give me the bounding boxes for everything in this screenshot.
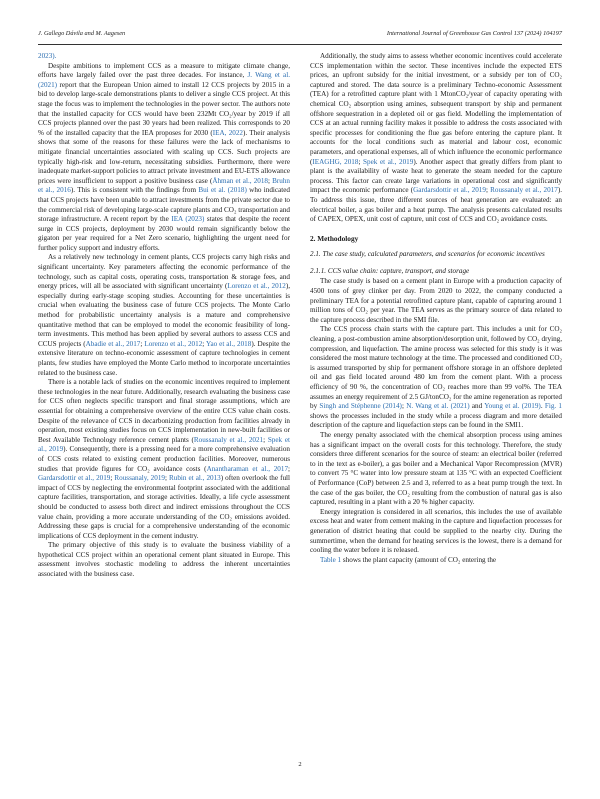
- citation-link[interactable]: Bui et al. (2018): [198, 186, 247, 195]
- paragraph-text: There is a notable lack of studies on the economic incentives required to implement these technologies in the near future. Additionally, research evaluating the business case for CCS often neglects specific transport and final storage assumptions, which are essential for obtaining a comprehensive overview of the entire CCS value chain costs. Despite of the relevance of CCS in decarbonizing production from facilities already in operation, most existing studies focus on CCS implementation in new-built facilities or Best Available Technology reference cement plants (: [38, 378, 290, 444]
- paragraph: [310, 556, 562, 566]
- paragraph-text: ;: [164, 474, 169, 483]
- paragraph: [310, 431, 562, 508]
- paragraph-text: ;: [401, 402, 407, 411]
- citation-link[interactable]: Spek et al., 2019: [363, 157, 414, 166]
- citation-link[interactable]: Bruhn et al., 2016: [38, 176, 290, 195]
- paragraph-text: As a relatively new technology in cement plants, CCS projects carry high risks and significant uncertainty. Key parameters affecting the economic performance of the technology, such as capital costs, operating costs, transportation & storage fees, and energy prices, will all be associated with significant uncertainty (: [38, 253, 290, 291]
- paragraph-text: Despite ambitions to implement CCS as a measure to mitigate climate change, efforts have largely failed over the past three decades. For instance,: [38, 61, 290, 80]
- citation-link[interactable]: Spek et al., 2019: [38, 435, 290, 454]
- citation-link[interactable]: Yao et al., 2018: [206, 339, 252, 348]
- paragraph-text: ). Despite the extensive literature on techno-economic assessment of capture technologies in cement plants, few studies have employed the Monte Carlo method to incorporate uncertainties related to the business case.: [38, 339, 290, 377]
- citation-link[interactable]: 2023).: [38, 52, 57, 60]
- paragraph-text: ) often overlook the full impact of CCS by neglecting the environmental footprint associated with the additional capture facilities, transportation, and storage activities. Ideally, a life cycle assessment should be conducted to assess both direct and indirect emissions throughout the CCS value chain, providing a more accurate understanding of the CO₂ emissions avoided. Addressing these gaps is crucial for a comprehensive understanding of the economic implications of CCS deployment in the cement industry.: [38, 474, 290, 540]
- paragraph-text: and: [469, 402, 485, 411]
- paragraph-text: shows the processes included in the study while a process diagram and more detailed description of the capture and liquefaction steps can be found in the SMI1.: [310, 411, 562, 430]
- citation-link[interactable]: Gardarsdottir et al., 2019: [38, 474, 111, 483]
- header-authors: J. Gallego Dávila and M. Aagesen: [38, 30, 126, 37]
- paragraph-text: shows the plant capacity (amount of CO₂ entering the: [341, 555, 497, 564]
- paragraph-text: ), especially during early-stage scoping studies. Accounting for these uncertainties is crucial when evaluating the business case of future CCS projects. The Monte Carlo method for probabilistic uncertainty analysis is a mature and comprehensive quantitative method that can be employed to model the economic feasibility of long-term investments. This method has been applied by several authors to assess CCS and CCUS projects (: [38, 282, 290, 348]
- paragraph: [38, 378, 290, 541]
- paragraph-text: ;: [358, 157, 364, 166]
- left-column: [38, 52, 290, 580]
- citation-link[interactable]: N. Wang et al. (2021): [406, 402, 470, 411]
- running-header: [38, 30, 562, 42]
- paragraph-text: ;: [263, 435, 268, 444]
- citation-link[interactable]: J. Wang et al. (2021): [38, 71, 290, 89]
- paragraph: [310, 52, 562, 225]
- paragraph-text: ;: [110, 474, 115, 483]
- citation-link[interactable]: Fig. 1: [544, 402, 562, 411]
- paragraph-text: ;: [202, 339, 206, 348]
- paragraph-text: ;: [140, 339, 145, 348]
- paragraph: [310, 325, 562, 431]
- page-number: 2: [298, 761, 302, 768]
- paragraph: [38, 52, 290, 62]
- citation-link[interactable]: IEA, 2022: [212, 128, 243, 137]
- paragraph: [38, 253, 290, 378]
- citation-link[interactable]: Anantharaman et al., 2017: [206, 464, 289, 473]
- citation-link[interactable]: IEA (2023): [171, 215, 205, 224]
- citation-link[interactable]: Roussanaly, 2019: [114, 474, 165, 483]
- paragraph-text: ;: [485, 186, 491, 195]
- citation-link[interactable]: Singh and Stéphenne (2014): [319, 402, 402, 411]
- paragraph-text: ). Their analysis shows that some of the reasons for these failures were the lack of mechanisms to mitigate financial uncertainties associated with scaling up CCS. Such projects are typically high-risk and low-return, necessitating subsidies. Furthermore, there were inadequate market-support policies to attract private investment and EU-ETS allowance prices were insufficient to support a positive business case (: [38, 128, 291, 185]
- paragraph-text: The CCS process chain starts with the capture part. This includes a unit for CO₂ cleaning, a post-combustion amine absorption/desorption unit, followed by CO₂ drying, compression, and liquefaction. The amine process was selected for this study is it was considered the most mature technology at the time. The processed and conditioned CO₂ is assumed transported by ship for permanent offshore storage in an offshore depleted oil and gas field located around 480 km from the cement plant. With a process efficiency of 90 %, the concentration of CO₂ reaches more than 99 vol%. The TEA assumes an energy requirement of 2.5 GJ/tonCO₂ for the amine regeneration as reported by: [310, 325, 563, 411]
- paragraph: [310, 508, 562, 556]
- paragraph-text: who indicated that CCS projects have been unable to attract investments from the private sector due to the commercial risk of developing large-scale capture plants and CO₂ transportation and storage infrastructure. A recent report by the: [38, 186, 290, 224]
- paragraph-text: ;: [288, 464, 290, 473]
- subsection-heading: 2.1. The case study, calculated parameters, and scenarios for economic incentives: [310, 250, 545, 259]
- right-column: [310, 52, 562, 565]
- citation-link[interactable]: IEAGHG, 2018: [312, 157, 359, 166]
- paragraph: [38, 62, 290, 254]
- paragraph: [310, 277, 562, 325]
- paragraph-text: ). Another aspect that greatly differs from plant to plant is the availability of waste heat to generate the steam needed for the capture process. This factor can create large variations in operational cost and significantly impact the economic performance (: [310, 157, 562, 195]
- citation-link[interactable]: Roussanaly et al., 2017: [490, 186, 558, 195]
- paragraph-text: ;: [267, 176, 273, 185]
- paragraph-text: ). This is consistent with the findings from: [70, 186, 199, 195]
- citation-link[interactable]: Lorenzo et al., 2012: [144, 339, 203, 348]
- subsubsection-heading: 2.1.1. CCS value chain: capture, transport, and storage: [310, 266, 470, 275]
- header-journal: International Journal of Greenhouse Gas Control 137 (2024) 104197: [386, 30, 562, 37]
- citation-link[interactable]: Abadie et al., 2017: [85, 339, 141, 348]
- paragraph: [38, 541, 290, 579]
- header-divider: [38, 44, 562, 45]
- citation-link[interactable]: Lorenzo et al., 2012: [227, 282, 286, 291]
- citation-link[interactable]: Young et al. (2019): [484, 402, 541, 411]
- section-heading: 2. Methodology: [310, 233, 359, 243]
- paragraph-text: The energy penalty associated with the chemical absorption process using amines has a significant impact on the overall costs for this technology. Therefore, the study considers three different scenarios for the source of steam: an electrical boiler (referred to in the text as e-boiler), a gas boiler and a Mechanical Vapor Recompression (MVR) to convert 75 °C water into low pressure steam at 135 °C with an expected Coefficient of Performance (CoP) between 2.5 and 3, referred to as a heat pump trough the text. In the case of the gas boiler, the CO₂ resulting from the combustion of natural gas is also captured, resulting in a plant with a 20 % higher capacity.: [310, 430, 562, 507]
- paragraph-text: states that despite the recent surge in CCS projects, deployment by 2030 would remain significantly below the gigaton per year required for a Net Zero scenario, highlighting the urgent need for further policy support and industry efforts.: [38, 215, 291, 252]
- paragraph-text: ). To address this issue, three different sources of heat generation are evaluated: an electrical boiler, a gas boiler and a heat pump. The analysis presents calculated results of CAPEX, OPEX, unit cost of capture, unit cost of CCS and CO₂ avoidance costs.: [310, 186, 562, 224]
- citation-link[interactable]: Roussanaly et al., 2021: [193, 435, 264, 444]
- citation-link[interactable]: Gardarsdottir et al., 2019: [413, 186, 486, 195]
- paragraph-text: The primary objective of this study is to evaluate the business viability of a hypothetical CCS project within an operational cement plant situated in Europe. This assessment involves stochastic modeling to address the inherent uncertainties associated with the business case.: [38, 541, 290, 579]
- paragraph-text: The case study is based on a cement plant in Europe with a production capacity of 4500 tons of grey clinker per day. From 2020 to 2022, the company conducted a preliminary TEA for a potential retrofitted capture plant, capable of capturing around 1 million tons of CO₂ per year. The TEA serves as the primary source of data related to the capture process described in the SMI file.: [310, 277, 562, 324]
- paragraph-text: Energy integration is considered in all scenarios, this includes the use of available excess heat and water from cement making in the capture and liquefaction processes for generation of district heating that could be supplied to the nearby city. During the summertime, when the demand for heating services is the lowest, there is a demand for cooling the water before it is released.: [310, 507, 562, 555]
- paragraph-text: report that the European Union aimed to install 12 CCS projects by 2015 in a bid to develop large-scale demonstrations plants to deliver a single CCS project. At this stage the focus was to implement the technologies in the power sector. The authors note that the installed capacity for CCS would have been 232Mt CO₂/year by 2019 if all CCS projects planned over the past 30 years had been realized. This corresponds to 20 % of the installed capacity that the IEA proposes for 2030 (: [38, 80, 290, 137]
- paragraph-text: .: [540, 402, 545, 411]
- paragraph-text: ). Consequently, there is a pressing need for a more comprehensive evaluation of CCS costs related to existing cement production facilities. Moreover, numerous studies that provide figures for CO₂ avoidance costs (: [38, 445, 290, 473]
- citation-link[interactable]: Rubin et al., 2013: [169, 474, 221, 483]
- paragraph-text: Additionally, the study aims to assess whether economic incentives could accelerate CCS implementation within the sector. These incentives include the expected ETS prices, an upfront subsidy for the initial investment, or a subsidy per ton of CO₂ captured and stored. The data source is a preliminary Techno-economic Assessment (TEA) for a retrofitted capture plant with 1 MtonCO₂/year of capacity operating with chemical CO₂ absorption using amines, subsequent transport by ship and permanent offshore sequestration in a depleted oil or gas field. Modelling the implementation of CCS at an actual running facility makes it possible to address the costs associated with specific processes for conditioning the flue gas before entering the capture plant. It accounts for the local conditions such as material and labour cost, economic parameters, and operational expenses, all of which influence the economic performance (: [310, 52, 562, 166]
- citation-link[interactable]: Table 1: [320, 555, 342, 564]
- citation-link[interactable]: Åhman et al., 2018: [212, 176, 268, 185]
